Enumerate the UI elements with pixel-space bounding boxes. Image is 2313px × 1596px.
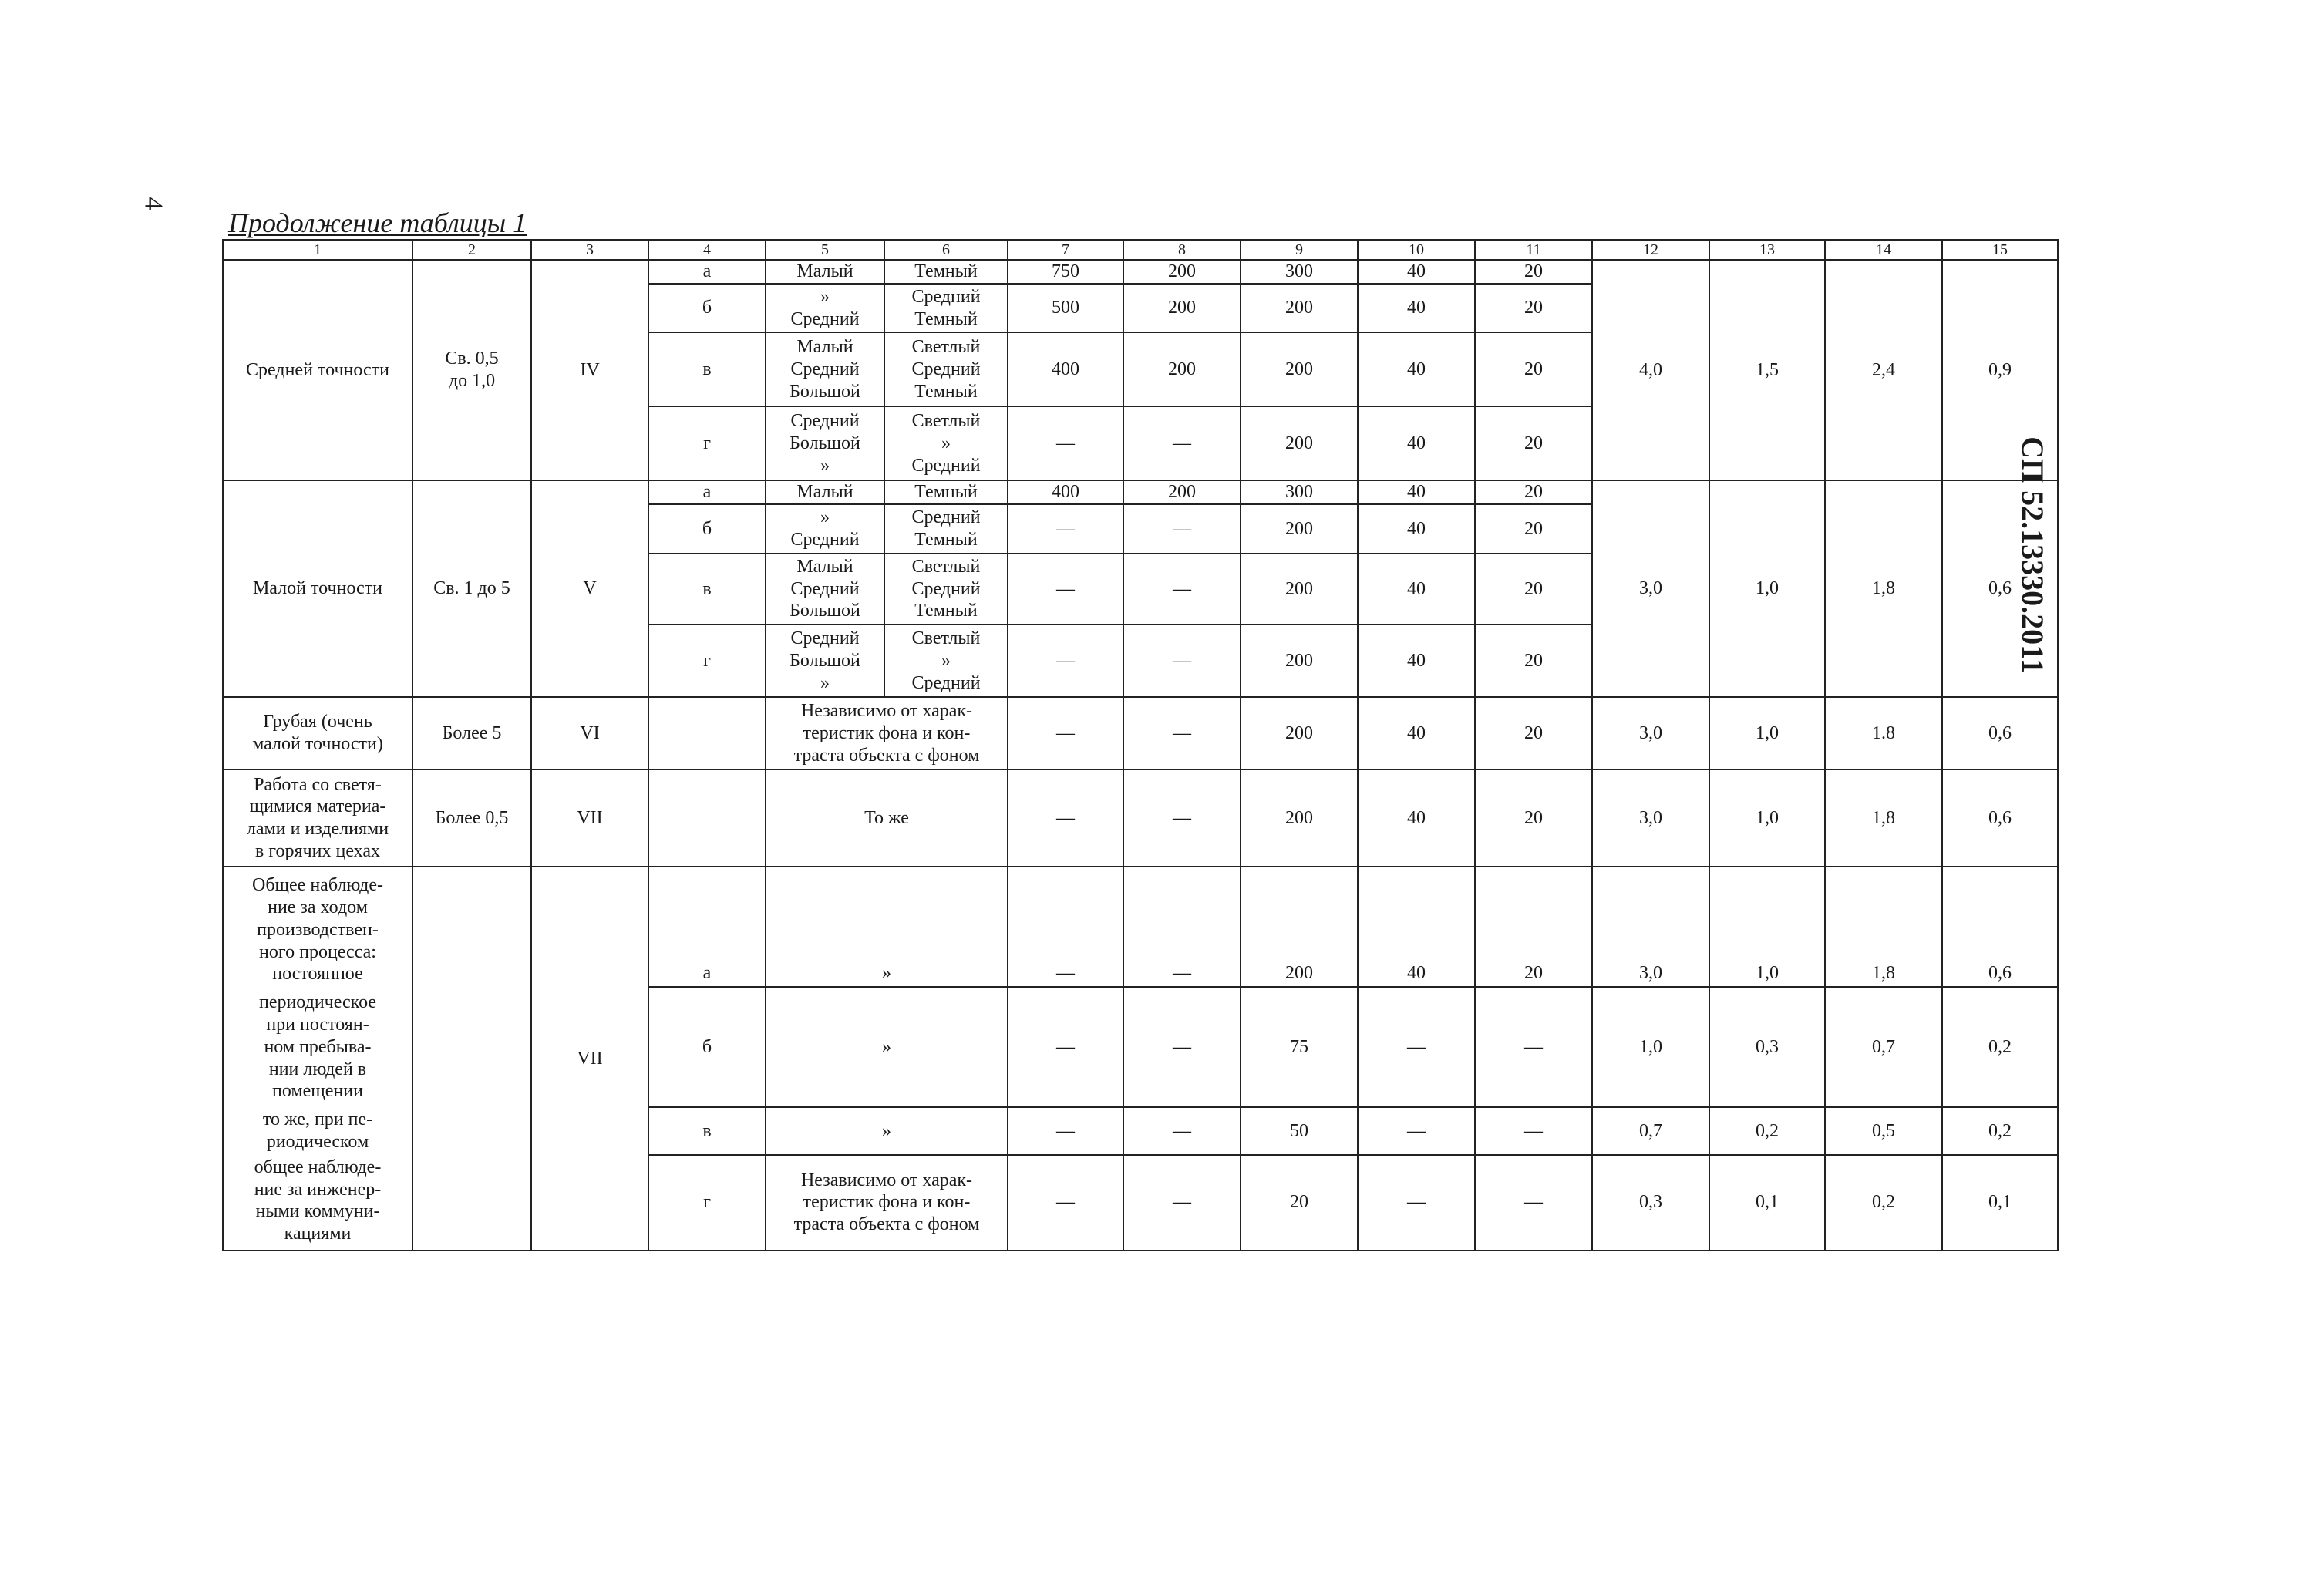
value-cell: 0,1 <box>1709 1155 1825 1251</box>
header-cell: 4 <box>648 240 766 260</box>
work-characteristic-cell: Средней точности <box>223 260 412 480</box>
value-cell: 1,0 <box>1709 867 1825 987</box>
value-cell: 1,0 <box>1592 987 1709 1107</box>
header-cell: 9 <box>1241 240 1358 260</box>
header-cell: 11 <box>1475 240 1592 260</box>
object-size-cell: Св. 1 до 5 <box>412 480 531 697</box>
header-cell: 3 <box>531 240 648 260</box>
value-cell: 20 <box>1475 332 1592 406</box>
value-cell: — <box>1008 625 1123 697</box>
contrast-cell: » <box>766 987 1008 1107</box>
value-cell: 500 <box>1008 284 1123 333</box>
value-cell: 1,8 <box>1825 867 1942 987</box>
value-cell: 20 <box>1475 284 1592 333</box>
value-cell: 0,3 <box>1709 987 1825 1107</box>
value-cell: 40 <box>1358 769 1475 867</box>
value-cell: 0,5 <box>1825 1107 1942 1155</box>
discharge-cell: VII <box>531 867 648 1251</box>
value-cell: 200 <box>1241 554 1358 625</box>
value-cell: — <box>1008 867 1123 987</box>
header-cell: 10 <box>1358 240 1475 260</box>
object-size-cell: Более 5 <box>412 697 531 769</box>
value-cell: 200 <box>1123 332 1241 406</box>
value-cell: — <box>1123 504 1241 554</box>
value-cell: 400 <box>1008 332 1123 406</box>
value-cell: — <box>1123 987 1241 1107</box>
value-cell: 200 <box>1241 769 1358 867</box>
value-cell: — <box>1358 987 1475 1107</box>
value-cell: 0,7 <box>1825 987 1942 1107</box>
value-cell: 200 <box>1241 332 1358 406</box>
work-characteristic-cell: Работа со светя- щимися материа- лами и изделиями в горячих цехах <box>223 769 412 867</box>
value-cell: — <box>1008 554 1123 625</box>
work-characteristic-cell: периодическое при постоян- ном пребыва- нии людей в помещении <box>223 987 412 1107</box>
header-cell: 6 <box>884 240 1008 260</box>
value-cell: — <box>1358 1155 1475 1251</box>
background-cell: Светлый » Средний <box>884 406 1008 480</box>
header-cell: 2 <box>412 240 531 260</box>
contrast-cell: Малый Средний Большой <box>766 554 884 625</box>
background-cell: Средний Темный <box>884 504 1008 554</box>
subdischarge-cell: а <box>648 480 766 504</box>
table-row <box>223 769 2058 867</box>
value-cell: — <box>1008 1155 1123 1251</box>
value-cell: 3,0 <box>1592 769 1709 867</box>
value-cell: — <box>1008 1107 1123 1155</box>
value-cell: — <box>1123 769 1241 867</box>
value-cell: 0,2 <box>1709 1107 1825 1155</box>
contrast-cell: Средний Большой » <box>766 406 884 480</box>
value-cell: 0,9 <box>1942 260 2058 480</box>
contrast-cell: Независимо от харак- теристик фона и кон- траста объекта с фоном <box>766 697 1008 769</box>
value-cell: 400 <box>1008 480 1123 504</box>
value-cell: 20 <box>1475 554 1592 625</box>
value-cell: 0,6 <box>1942 697 2058 769</box>
value-cell: 20 <box>1475 480 1592 504</box>
table-caption: Продолжение таблицы 1 <box>228 207 527 238</box>
value-cell: — <box>1123 1155 1241 1251</box>
discharge-cell: IV <box>531 260 648 480</box>
value-cell: 20 <box>1475 697 1592 769</box>
header-cell: 12 <box>1592 240 1709 260</box>
value-cell: 200 <box>1241 504 1358 554</box>
header-cell: 1 <box>223 240 412 260</box>
value-cell: — <box>1475 1155 1592 1251</box>
value-cell: 0,7 <box>1592 1107 1709 1155</box>
contrast-cell: » <box>766 1107 1008 1155</box>
value-cell: 3,0 <box>1592 867 1709 987</box>
object-size-cell: Св. 0,5 до 1,0 <box>412 260 531 480</box>
contrast-cell: Малый Средний Большой <box>766 332 884 406</box>
work-characteristic-cell: то же, при пе- риодическом <box>223 1107 412 1155</box>
value-cell: — <box>1123 1107 1241 1155</box>
background-cell: Средний Темный <box>884 284 1008 333</box>
value-cell: — <box>1123 697 1241 769</box>
value-cell: 1,8 <box>1825 480 1942 697</box>
value-cell: 20 <box>1475 406 1592 480</box>
value-cell: 0,2 <box>1942 987 2058 1107</box>
value-cell: — <box>1008 504 1123 554</box>
contrast-cell: То же <box>766 769 1008 867</box>
subdischarge-cell: г <box>648 1155 766 1251</box>
value-cell: 40 <box>1358 480 1475 504</box>
value-cell: 1,0 <box>1709 769 1825 867</box>
header-cell: 14 <box>1825 240 1942 260</box>
value-cell: 1,0 <box>1709 480 1825 697</box>
contrast-cell: Малый <box>766 480 884 504</box>
work-characteristic-cell: Общее наблюде- ние за ходом производствен- ного процесса: постоянное <box>223 867 412 987</box>
discharge-cell: VI <box>531 697 648 769</box>
lighting-norms-table <box>222 239 2059 1251</box>
value-cell: 200 <box>1123 284 1241 333</box>
subdischarge-cell: г <box>648 406 766 480</box>
header-cell: 15 <box>1942 240 2058 260</box>
value-cell: 200 <box>1241 867 1358 987</box>
table-row <box>223 697 2058 769</box>
value-cell: 200 <box>1241 625 1358 697</box>
table-row <box>223 867 2058 987</box>
background-cell: Светлый Средний Темный <box>884 332 1008 406</box>
value-cell: 300 <box>1241 260 1358 284</box>
value-cell: 50 <box>1241 1107 1358 1155</box>
subdischarge-cell: в <box>648 1107 766 1155</box>
value-cell: 3,0 <box>1592 480 1709 697</box>
background-cell: Светлый Средний Темный <box>884 554 1008 625</box>
value-cell: 40 <box>1358 332 1475 406</box>
value-cell: 4,0 <box>1592 260 1709 480</box>
contrast-cell: » Средний <box>766 284 884 333</box>
subdischarge-cell: г <box>648 625 766 697</box>
subdischarge-cell: а <box>648 867 766 987</box>
value-cell: 0,6 <box>1942 867 2058 987</box>
value-cell: 0,6 <box>1942 769 2058 867</box>
value-cell: 2,4 <box>1825 260 1942 480</box>
header-cell: 13 <box>1709 240 1825 260</box>
value-cell: 40 <box>1358 504 1475 554</box>
subdischarge-cell: в <box>648 332 766 406</box>
header-cell: 8 <box>1123 240 1241 260</box>
subdischarge-cell <box>648 769 766 867</box>
value-cell: 40 <box>1358 284 1475 333</box>
subdischarge-cell: а <box>648 260 766 284</box>
value-cell: — <box>1123 554 1241 625</box>
value-cell: — <box>1123 625 1241 697</box>
value-cell: — <box>1008 697 1123 769</box>
table-row <box>223 260 2058 284</box>
discharge-cell: VII <box>531 769 648 867</box>
value-cell: 1,5 <box>1709 260 1825 480</box>
value-cell: 200 <box>1241 284 1358 333</box>
value-cell: 0,1 <box>1942 1155 2058 1251</box>
value-cell: 750 <box>1008 260 1123 284</box>
object-size-cell <box>412 867 531 1251</box>
contrast-cell: Малый <box>766 260 884 284</box>
value-cell: — <box>1358 1107 1475 1155</box>
value-cell: 20 <box>1475 260 1592 284</box>
value-cell: 0,6 <box>1942 480 2058 697</box>
header-cell: 5 <box>766 240 884 260</box>
subdischarge-cell: в <box>648 554 766 625</box>
value-cell: — <box>1475 1107 1592 1155</box>
column-number-row <box>223 240 2058 260</box>
contrast-cell: Средний Большой » <box>766 625 884 697</box>
background-cell: Темный <box>884 480 1008 504</box>
table-row <box>223 480 2058 504</box>
work-characteristic-cell: Малой точности <box>223 480 412 697</box>
work-characteristic-cell: общее наблюде- ние за инженер- ными коммуни- кациями <box>223 1155 412 1251</box>
value-cell: 200 <box>1123 480 1241 504</box>
discharge-cell: V <box>531 480 648 697</box>
value-cell: 200 <box>1241 697 1358 769</box>
document-code: СП 52.13330.2011 <box>2015 436 2050 674</box>
value-cell: 75 <box>1241 987 1358 1107</box>
value-cell: 20 <box>1475 504 1592 554</box>
value-cell: 20 <box>1475 625 1592 697</box>
subdischarge-cell: б <box>648 284 766 333</box>
value-cell: 20 <box>1475 867 1592 987</box>
value-cell: 40 <box>1358 625 1475 697</box>
value-cell: 200 <box>1123 260 1241 284</box>
value-cell: — <box>1123 406 1241 480</box>
value-cell: 1,0 <box>1709 697 1825 769</box>
page-number: 4 <box>139 197 168 210</box>
contrast-cell: » <box>766 867 1008 987</box>
value-cell: 40 <box>1358 554 1475 625</box>
value-cell: 0,2 <box>1825 1155 1942 1251</box>
value-cell: — <box>1475 987 1592 1107</box>
value-cell: 200 <box>1241 406 1358 480</box>
value-cell: 300 <box>1241 480 1358 504</box>
subdischarge-cell: б <box>648 504 766 554</box>
value-cell: 3,0 <box>1592 697 1709 769</box>
value-cell: — <box>1008 769 1123 867</box>
subdischarge-cell: б <box>648 987 766 1107</box>
value-cell: — <box>1008 406 1123 480</box>
value-cell: 1,8 <box>1825 769 1942 867</box>
contrast-cell: Независимо от харак- теристик фона и кон- траста объекта с фоном <box>766 1155 1008 1251</box>
value-cell: 40 <box>1358 867 1475 987</box>
value-cell: — <box>1008 987 1123 1107</box>
value-cell: 40 <box>1358 406 1475 480</box>
value-cell: 0,2 <box>1942 1107 2058 1155</box>
value-cell: — <box>1123 867 1241 987</box>
background-cell: Темный <box>884 260 1008 284</box>
subdischarge-cell <box>648 697 766 769</box>
contrast-cell: » Средний <box>766 504 884 554</box>
background-cell: Светлый » Средний <box>884 625 1008 697</box>
object-size-cell: Более 0,5 <box>412 769 531 867</box>
value-cell: 0,3 <box>1592 1155 1709 1251</box>
value-cell: 40 <box>1358 260 1475 284</box>
work-characteristic-cell: Грубая (очень малой точности) <box>223 697 412 769</box>
value-cell: 1.8 <box>1825 697 1942 769</box>
header-cell: 7 <box>1008 240 1123 260</box>
value-cell: 40 <box>1358 697 1475 769</box>
value-cell: 20 <box>1475 769 1592 867</box>
value-cell: 20 <box>1241 1155 1358 1251</box>
